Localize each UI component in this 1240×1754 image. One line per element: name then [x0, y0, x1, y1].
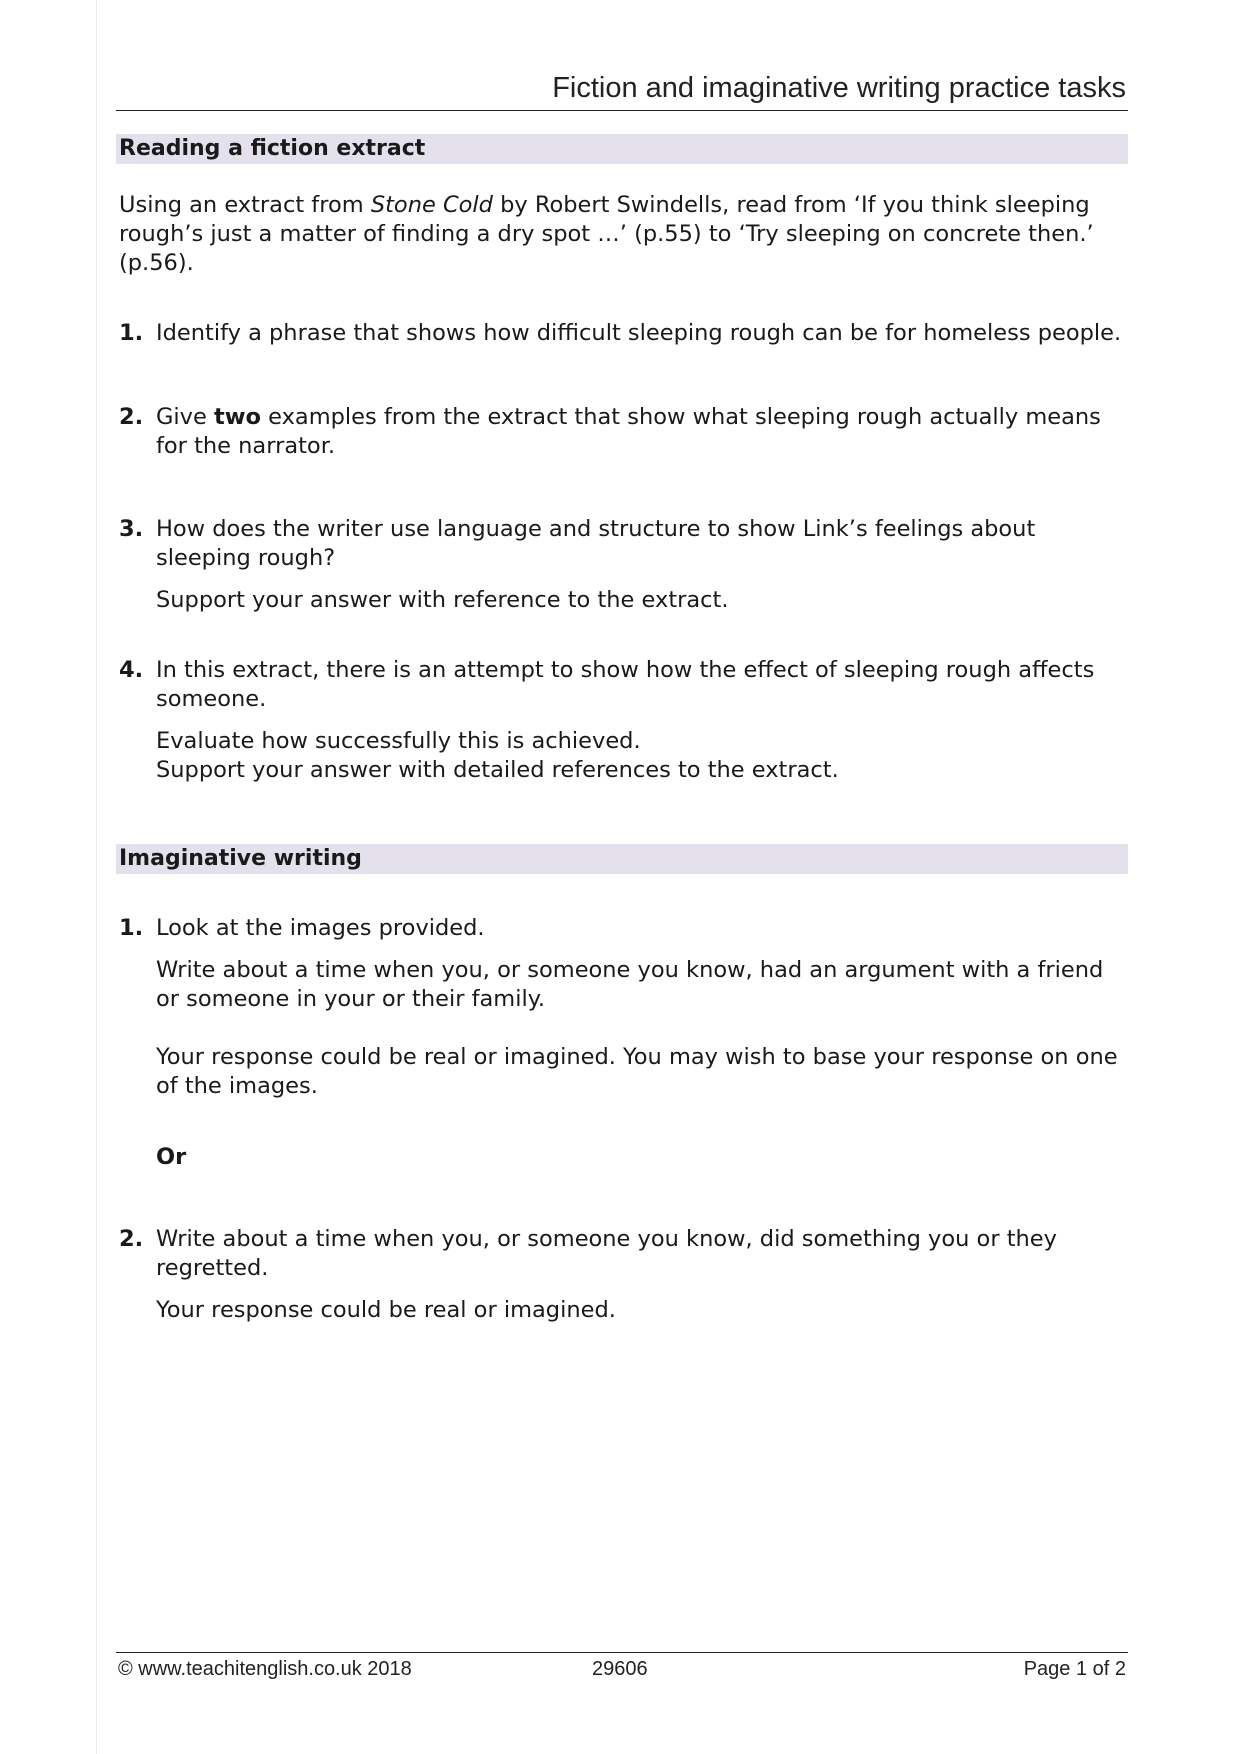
- footer-resource-code: 29606: [592, 1658, 648, 1680]
- footer-page-number: Page 1 of 2: [1023, 1658, 1126, 1680]
- footer-copyright: © www.teachitenglish.co.uk 2018: [118, 1658, 412, 1680]
- intro-paragraph: [119, 191, 1124, 278]
- task-paragraph: Your response could be real or imagined.: [156, 1297, 616, 1323]
- document-title: Fiction and imaginative writing practice tasks: [552, 72, 1126, 104]
- question-number: 4.: [119, 657, 144, 683]
- question-text-start: Give: [156, 404, 214, 430]
- task-text: Write about a time when you, or someone you know, did something you or they regretted.: [156, 1226, 1057, 1281]
- task-number: 1.: [119, 915, 144, 941]
- question-note: Evaluate how successfully this is achieved.: [156, 728, 641, 754]
- question-text: Identify a phrase that shows how difficult sleeping rough can be for homeless people.: [156, 320, 1122, 346]
- section-heading-reading: Reading a fiction extract: [116, 134, 1128, 164]
- section-heading-imaginative: Imaginative writing: [116, 844, 1128, 874]
- question-number: 1.: [119, 320, 144, 346]
- intro-text-end: by Robert Swindells, read from ‘If you think sleeping rough’s just a matter of finding a dry spot …’ (p.55) to ‘Try sleeping on concrete then.’ (p.56).: [119, 192, 1094, 276]
- task-number: 2.: [119, 1226, 144, 1252]
- question-note: Support your answer with detailed references to the extract.: [156, 757, 839, 783]
- question-text: In this extract, there is an attempt to show how the effect of sleeping rough affects someone.: [156, 657, 1095, 712]
- question-text: How does the writer use language and structure to show Link’s feelings about sleeping rough?: [156, 516, 1036, 571]
- task-paragraph: Write about a time when you, or someone you know, had an argument with a friend or someone in your or their family.: [156, 957, 1104, 1012]
- question-text: [156, 403, 1124, 461]
- question-text-end: examples from the extract that show what sleeping rough actually means for the narrator.: [156, 404, 1101, 459]
- document-footer: [116, 1652, 1128, 1683]
- document-header: [116, 72, 1128, 111]
- page-edge-line: [96, 0, 97, 1754]
- task-paragraph: Your response could be real or imagined. You may wish to base your response on one of the images.: [156, 1044, 1118, 1099]
- or-label: Or: [156, 1144, 187, 1170]
- question-number: 3.: [119, 516, 144, 542]
- question-number: 2.: [119, 404, 144, 430]
- question-emphasis: two: [214, 404, 261, 430]
- question-note: Support your answer with reference to the extract.: [156, 587, 729, 613]
- task-text: Look at the images provided.: [156, 915, 485, 941]
- book-title: Stone Cold: [370, 192, 493, 218]
- intro-text-start: Using an extract from: [119, 192, 371, 218]
